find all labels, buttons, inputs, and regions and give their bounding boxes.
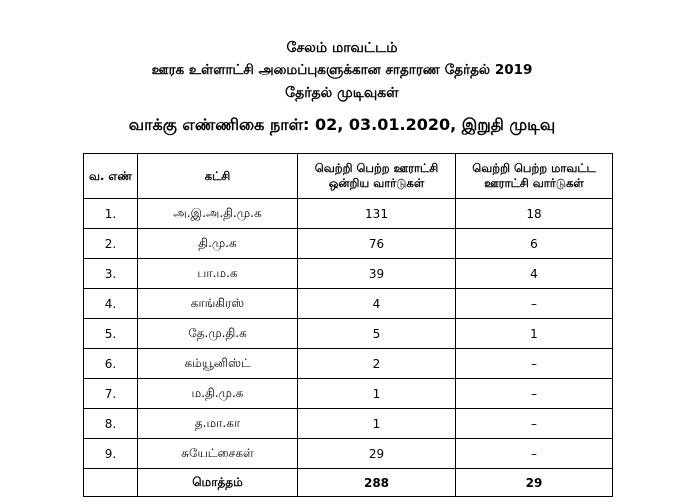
row-sno: 4. — [84, 289, 138, 319]
column-header-sno: வ. எண் — [84, 154, 138, 199]
row-union-wards: 4 — [298, 289, 456, 319]
row-sno: 5. — [84, 319, 138, 349]
table-row — [84, 259, 613, 289]
row-union-wards: 1 — [298, 379, 456, 409]
table-row — [84, 319, 613, 349]
row-party: பா.ம.க — [138, 259, 298, 289]
row-district-wards: – — [456, 409, 613, 439]
table-row — [84, 199, 613, 229]
row-union-wards: 5 — [298, 319, 456, 349]
table-row — [84, 289, 613, 319]
row-district-wards: 1 — [456, 319, 613, 349]
results-table — [83, 153, 613, 497]
row-district-wards: 6 — [456, 229, 613, 259]
row-district-wards: 18 — [456, 199, 613, 229]
row-party: கம்யூனிஸ்ட் — [138, 349, 298, 379]
row-union-wards: 2 — [298, 349, 456, 379]
row-sno: 6. — [84, 349, 138, 379]
row-district-wards: 4 — [456, 259, 613, 289]
table-row — [84, 409, 613, 439]
row-party: த.மா.கா — [138, 409, 298, 439]
row-party: தே.மு.தி.க — [138, 319, 298, 349]
table-row — [84, 229, 613, 259]
total-district-wards: 29 — [456, 469, 613, 497]
row-union-wards: 29 — [298, 439, 456, 469]
results-title: தேர்தல் முடிவுகள் — [285, 85, 399, 101]
row-union-wards: 76 — [298, 229, 456, 259]
table-row — [84, 349, 613, 379]
row-sno: 8. — [84, 409, 138, 439]
row-district-wards: – — [456, 439, 613, 469]
row-party: சுயேட்சைகள் — [138, 439, 298, 469]
total-label: மொத்தம் — [138, 469, 298, 497]
column-header-district-wards: வெற்றி பெற்ற மாவட்ட ஊராட்சி வார்டுகள் — [456, 154, 613, 199]
row-union-wards: 39 — [298, 259, 456, 289]
row-district-wards: – — [456, 349, 613, 379]
row-district-wards: – — [456, 289, 613, 319]
total-row — [84, 469, 613, 497]
row-sno: 3. — [84, 259, 138, 289]
column-header-party: கட்சி — [138, 154, 298, 199]
row-party: காங்கிரஸ் — [138, 289, 298, 319]
election-title: ஊரக உள்ளாட்சி அமைப்புகளுக்கான சாதாரண தேர்தல் 2019 — [151, 62, 533, 78]
column-header-union-wards: வெற்றி பெற்ற ஊராட்சி ஒன்றிய வார்டுகள் — [298, 154, 456, 199]
row-union-wards: 1 — [298, 409, 456, 439]
row-sno: 1. — [84, 199, 138, 229]
row-district-wards: – — [456, 379, 613, 409]
table-row — [84, 439, 613, 469]
row-sno: 2. — [84, 229, 138, 259]
row-party: தி.மு.க — [138, 229, 298, 259]
row-party: அ.இ.அ.தி.மு.க — [138, 199, 298, 229]
row-sno: 9. — [84, 439, 138, 469]
row-union-wards: 131 — [298, 199, 456, 229]
district-title: சேலம் மாவட்டம் — [286, 40, 398, 56]
total-sno-cell — [84, 469, 138, 497]
total-union-wards: 288 — [298, 469, 456, 497]
row-sno: 7. — [84, 379, 138, 409]
counting-info: வாக்கு எண்ணிகை நாள்: 02, 03.01.2020, இறுதி முடிவு — [128, 115, 556, 134]
table-row — [84, 379, 613, 409]
row-party: ம.தி.மு.க — [138, 379, 298, 409]
table-header-row — [84, 154, 613, 199]
